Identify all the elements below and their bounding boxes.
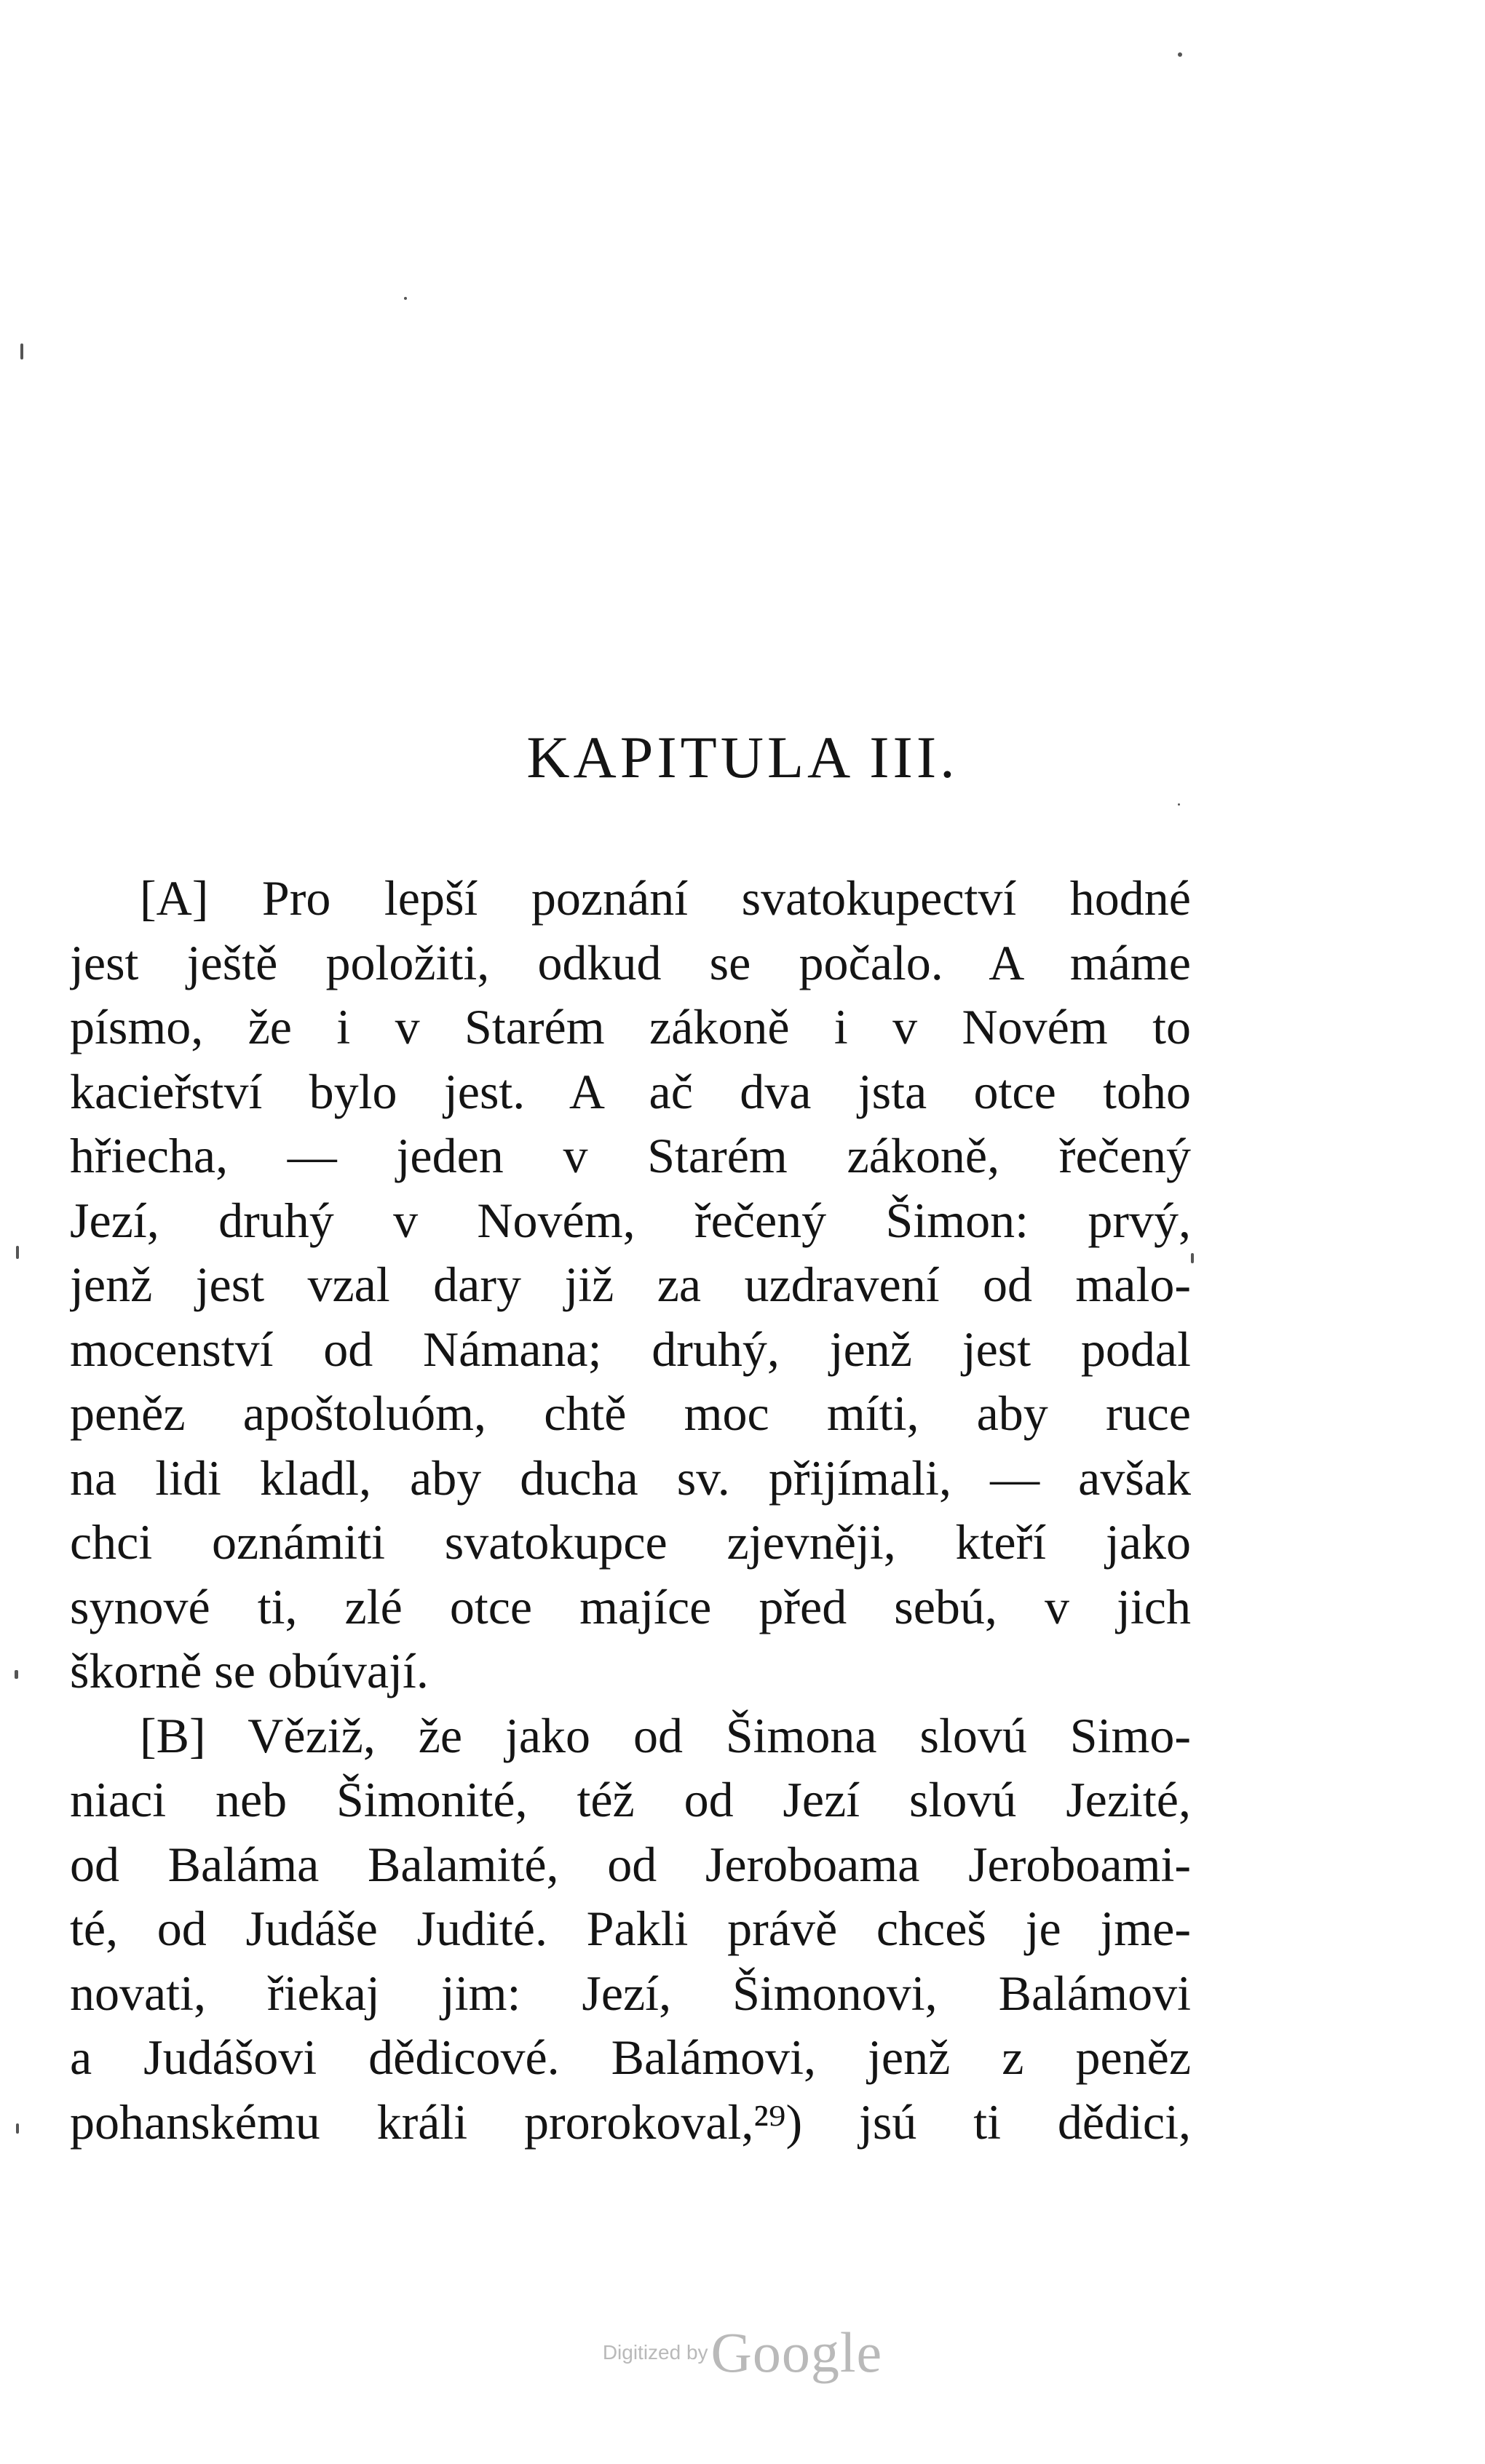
paragraph-b [70,1704,1191,2155]
text-line: mocenství od Námana; druhý, jenž jest podal [70,1321,1191,1377]
text-line: Jezí, druhý v Novém, řečený Šimon: prvý, [70,1192,1191,1248]
scan-speck [15,1670,18,1679]
text-line: kacieřství bylo jest. A ač dva jsta otce toho [70,1063,1191,1119]
text-line: od Baláma Balamité, od Jeroboama Jeroboami- [70,1836,1191,1892]
scan-speck [1178,52,1182,57]
body-text [70,866,1191,2154]
text-line: [A] Pro lepší poznání svatokupectví hodné [140,870,1191,926]
text-line: jest ještě položiti, odkud se počalo. A máme [70,934,1191,990]
text-line: škorně se obúvají. [70,1643,429,1698]
scan-speck [1178,803,1180,806]
text-line: peněz apoštoluóm, chtě moc míti, aby ruce [70,1386,1191,1441]
scan-speck [16,1246,19,1259]
scan-speck [404,297,407,300]
digitization-watermark [0,2320,1485,2385]
text-line: pohanskému králi prorokoval,²⁹) jsú ti dědici, [70,2094,1191,2150]
paragraph-a [70,866,1191,1704]
text-line: synové ti, zlé otce majíce před sebú, v jich [70,1578,1191,1634]
text-line: té, od Judáše Judité. Pakli právě chceš je jme- [70,1901,1191,1956]
text-line: písmo, že i v Starém zákoně i v Novém to [70,999,1191,1054]
text-line: niaci neb Šimonité, též od Jezí slovú Jezité, [70,1772,1191,1827]
scan-speck [1191,1253,1194,1263]
text-line: novati, řiekaj jim: Jezí, Šimonovi, Balámovi [70,1965,1191,2021]
scan-speck [20,343,23,359]
text-line: [B] Věziž, že jako od Šimona slovú Simo- [140,1707,1191,1763]
scan-speck [16,2123,19,2134]
text-line: jenž jest vzal dary již za uzdravení od malo- [70,1257,1191,1312]
google-logo: Google [710,2321,883,2384]
chapter-title: KAPITULA III. [526,724,959,790]
watermark-prefix: Digitized by [602,2341,708,2364]
text-line: a Judášovi dědicové. Balámovi, jenž z peněz [70,2030,1191,2085]
text-line: hřiecha, — jeden v Starém zákoně, řečený [70,1128,1191,1183]
text-line: na lidi kladl, aby ducha sv. přijímali, — avšak [70,1450,1191,1506]
text-line: chci oznámiti svatokupce zjevněji, kteří jako [70,1514,1191,1570]
